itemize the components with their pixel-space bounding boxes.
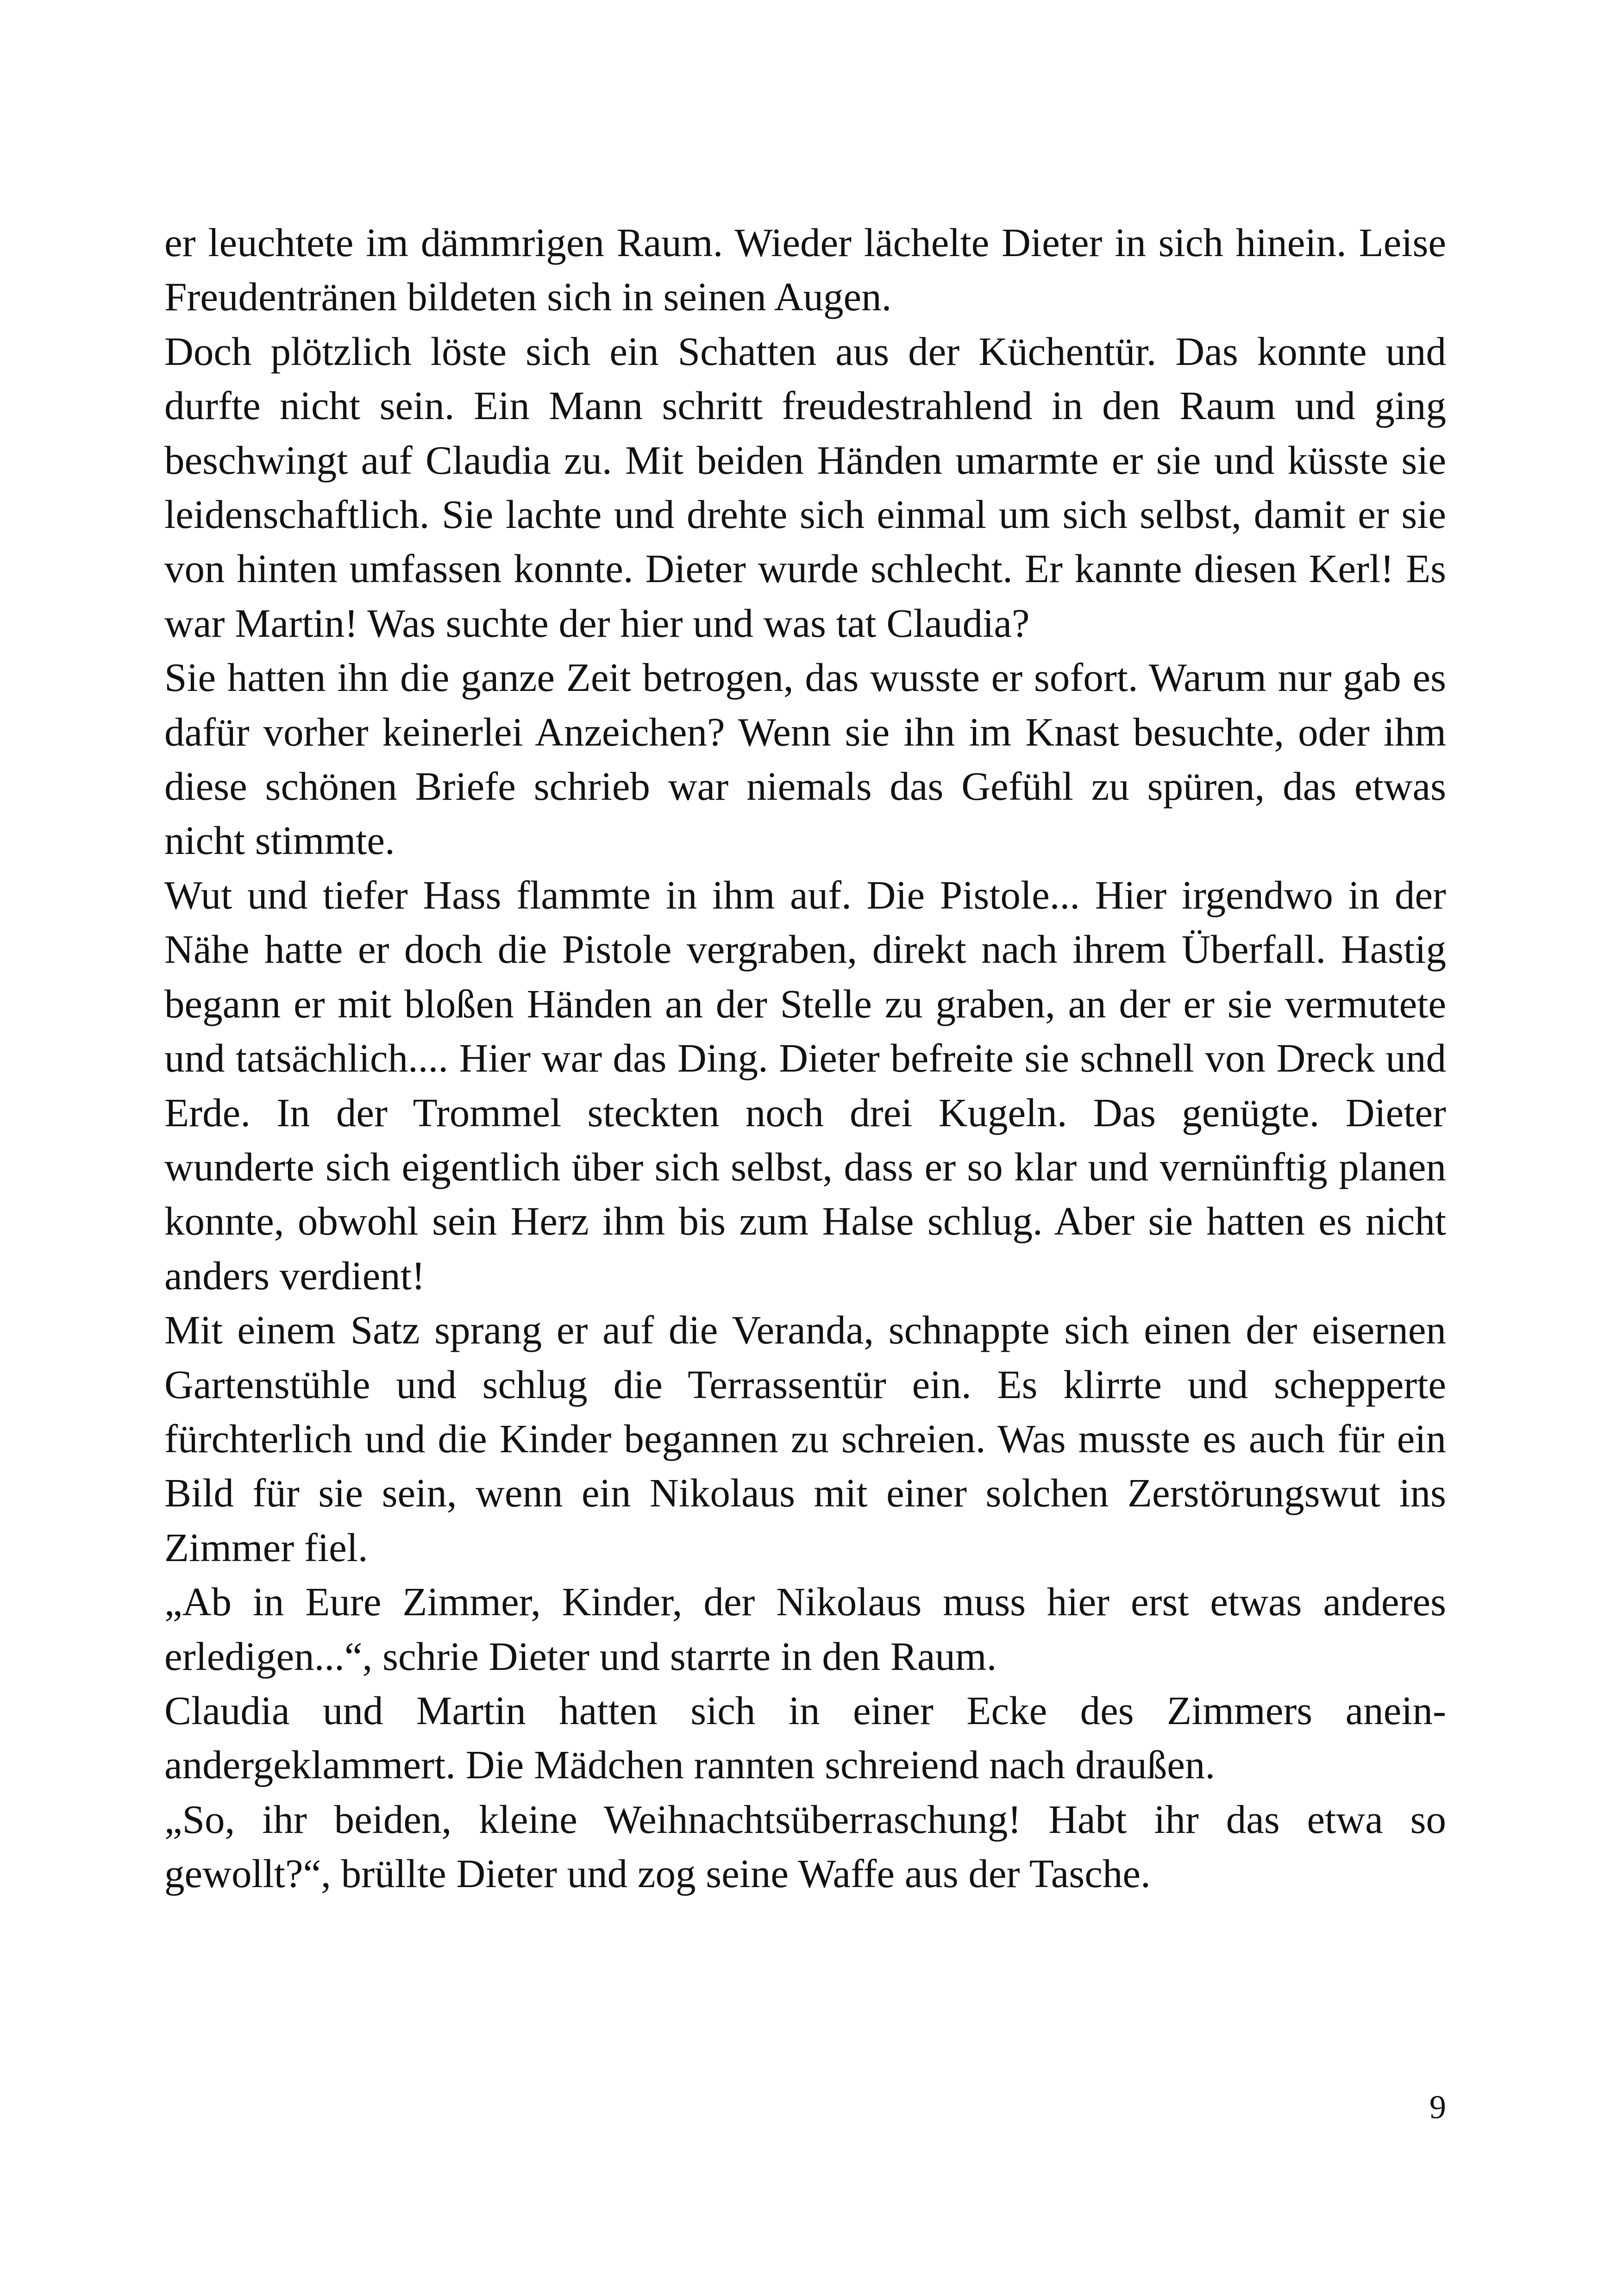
paragraph: „Ab in Eure Zimmer, Kinder, der Nikolaus muss hier erst etwas anderes erledigen...“, schrie Dieter und starrte in den Raum. <box>164 1579 1446 1679</box>
paragraph: Mit einem Satz sprang er auf die Veranda, schnappte sich einen der eisernen Gartenstühle und schlug die Terrassentür ein. Es klirrte und schepperte fürchterlich und die Kinder begannen zu schreien. Was musste es auch für ein Bild für sie sein, wenn ein Nikolaus mit einer solchen Zerstörungswut ins Zimmer fiel. <box>164 1307 1446 1570</box>
paragraph: Doch plötzlich löste sich ein Schatten aus der Küchentür. Das konnte und durfte nicht sein. Ein Mann schritt freudestrahlend in den Raum und ging beschwingt auf Claudia zu. Mit beiden Händen umarmte er sie und küsste sie leidenschaftlich. Sie lachte und drehte sich einmal um sich selbst, damit er sie von hinten umfassen konnte. Dieter wurde schlecht. Er kannte diesen Kerl! Es war Martin! Was suchte der hier und was tat Claudia? <box>164 328 1446 646</box>
paragraph: er leuchtete im dämmrigen Raum. Wieder lächelte Dieter in sich hinein. Leise Freudentränen bildeten sich in seinen Augen. <box>164 220 1446 320</box>
body-text <box>164 215 1446 1901</box>
page-number: 9 <box>1429 2089 1446 2126</box>
paragraph: „So, ihr beiden, kleine Weihnachtsüberraschung! Habt ihr das etwa so gewollt?“, brüllte Dieter und zog seine Waffe aus der Tasche. <box>164 1796 1446 1896</box>
paragraph: Sie hatten ihn die ganze Zeit betrogen, das wusste er sofort. Warum nur gab es dafür vorher keinerlei Anzeichen? Wenn sie ihn im Knast besuchte, oder ihm diese schönen Briefe schrieb war niemals das Gefühl zu spüren, das etwas nicht stimmte. <box>164 655 1446 863</box>
paragraph: Wut und tiefer Hass flammte in ihm auf. Die Pistole... Hier irgendwo in der Nähe hatte er doch die Pistole vergraben, direkt nach ihrem Überfall. Hastig begann er mit bloßen Händen an der Stelle zu graben, an der er sie vermutete und tatsächlich.... Hier war das Ding. Dieter befreite sie schnell von Dreck und Erde. In der Trommel steckten noch drei Kugeln. Das genügte. Dieter wunderte sich eigentlich über sich selbst, dass er so klar und vernünftig planen konnte, obwohl sein Herz ihm bis zum Halse schlug. Aber sie hatten es nicht anders verdient! <box>164 872 1446 1298</box>
paragraph: Claudia und Martin hatten sich in einer Ecke des Zimmers aneinandergeklammert. Die Mädchen rannten schreiend nach draußen. <box>164 1687 1446 1788</box>
